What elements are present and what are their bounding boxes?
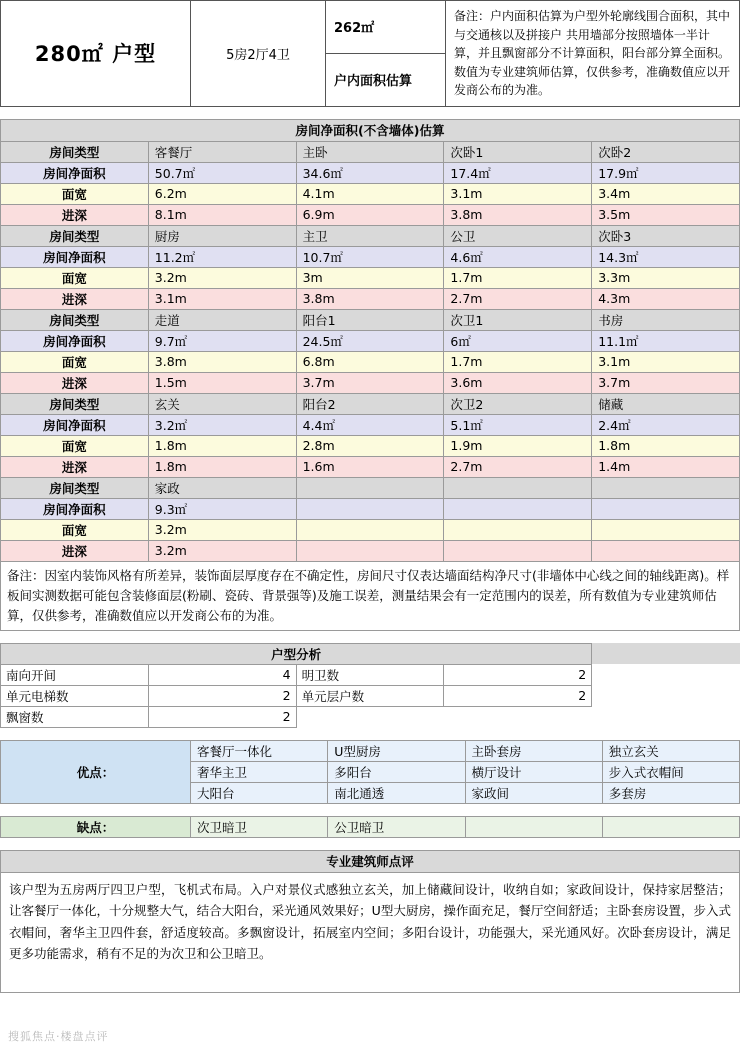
cell: 书房 bbox=[592, 309, 740, 330]
analysis-key: 南向开间 bbox=[1, 664, 149, 685]
pros-item: 多阳台 bbox=[328, 761, 465, 782]
row-label-area: 房间净面积 bbox=[1, 330, 149, 351]
analysis-key: 单元层户数 bbox=[296, 685, 444, 706]
cell: 3.2m bbox=[148, 267, 296, 288]
cell: 6.2m bbox=[148, 183, 296, 204]
cell: 8.1m bbox=[148, 204, 296, 225]
cell: 6.9m bbox=[296, 204, 444, 225]
cell: 厨房 bbox=[148, 225, 296, 246]
cell: 家政 bbox=[148, 477, 296, 498]
row-label-area: 房间净面积 bbox=[1, 246, 149, 267]
spacer-cell bbox=[592, 643, 740, 664]
cons-table bbox=[0, 816, 740, 838]
cell: 24.5㎡ bbox=[296, 330, 444, 351]
cell: 1.5m bbox=[148, 372, 296, 393]
cell: 3.3m bbox=[592, 267, 740, 288]
pros-item: 主卧套房 bbox=[465, 740, 602, 761]
pros-item: 大阳台 bbox=[191, 782, 328, 803]
cell bbox=[592, 498, 740, 519]
cell bbox=[296, 477, 444, 498]
pros-table bbox=[0, 740, 740, 804]
spacer-cell bbox=[444, 706, 592, 727]
pros-item: 奢华主卫 bbox=[191, 761, 328, 782]
analysis-title-row bbox=[1, 643, 740, 664]
cell: 次卫2 bbox=[444, 393, 592, 414]
cell bbox=[592, 519, 740, 540]
table-row bbox=[1, 664, 740, 685]
row-label-type: 房间类型 bbox=[1, 309, 149, 330]
table-row bbox=[1, 706, 740, 727]
gross-area-value: 262㎡ bbox=[326, 1, 446, 54]
analysis-table bbox=[0, 643, 740, 728]
cell: 5.1㎡ bbox=[444, 414, 592, 435]
table-row bbox=[1, 141, 740, 162]
cell: 11.1㎡ bbox=[592, 330, 740, 351]
cell: 次卫1 bbox=[444, 309, 592, 330]
row-label-type: 房间类型 bbox=[1, 477, 149, 498]
cell: 2.8m bbox=[296, 435, 444, 456]
analysis-value: 2 bbox=[444, 685, 592, 706]
spacer bbox=[0, 728, 740, 740]
row-label-width: 面宽 bbox=[1, 519, 149, 540]
table-row bbox=[1, 393, 740, 414]
pros-label: 优点： bbox=[1, 740, 191, 803]
table-row bbox=[1, 330, 740, 351]
analysis-title: 户型分析 bbox=[1, 643, 592, 664]
comment-title: 专业建筑师点评 bbox=[1, 850, 740, 872]
cons-item: 次卫暗卫 bbox=[191, 816, 328, 837]
cell: 3.1m bbox=[148, 288, 296, 309]
row-label-depth: 进深 bbox=[1, 288, 149, 309]
table-row bbox=[1, 816, 740, 837]
table-row bbox=[1, 872, 740, 992]
cell: 3.7m bbox=[592, 372, 740, 393]
cell: 1.6m bbox=[296, 456, 444, 477]
cell: 3.2m bbox=[148, 519, 296, 540]
cell: 3m bbox=[296, 267, 444, 288]
analysis-key: 明卫数 bbox=[296, 664, 444, 685]
cell: 34.6㎡ bbox=[296, 162, 444, 183]
analysis-value: 2 bbox=[148, 706, 296, 727]
row-label-type: 房间类型 bbox=[1, 393, 149, 414]
analysis-value: 2 bbox=[148, 685, 296, 706]
table-row bbox=[1, 225, 740, 246]
cell: 9.3㎡ bbox=[148, 498, 296, 519]
cell: 1.7m bbox=[444, 351, 592, 372]
comment-table bbox=[0, 850, 740, 993]
pros-item: 南北通透 bbox=[328, 782, 465, 803]
cell: 17.9㎡ bbox=[592, 162, 740, 183]
cell: 17.4㎡ bbox=[444, 162, 592, 183]
spacer bbox=[0, 838, 740, 850]
inner-area-label: 户内面积估算 bbox=[326, 53, 446, 106]
cell: 1.9m bbox=[444, 435, 592, 456]
cell: 14.3㎡ bbox=[592, 246, 740, 267]
spacer-cell bbox=[592, 664, 740, 685]
pros-item: 客餐厅一体化 bbox=[191, 740, 328, 761]
cell bbox=[296, 540, 444, 561]
row-label-type: 房间类型 bbox=[1, 225, 149, 246]
cell: 6㎡ bbox=[444, 330, 592, 351]
cell: 9.7㎡ bbox=[148, 330, 296, 351]
cell: 次卧1 bbox=[444, 141, 592, 162]
analysis-key: 飘窗数 bbox=[1, 706, 149, 727]
pros-item: 家政间 bbox=[465, 782, 602, 803]
cell: 3.6m bbox=[444, 372, 592, 393]
row-label-area: 房间净面积 bbox=[1, 162, 149, 183]
cell: 3.8m bbox=[148, 351, 296, 372]
cell: 次卧2 bbox=[592, 141, 740, 162]
pros-item: 步入式衣帽间 bbox=[602, 761, 739, 782]
watermark: 搜狐焦点·楼盘点评 bbox=[8, 1030, 109, 1043]
cell bbox=[444, 498, 592, 519]
cell bbox=[444, 519, 592, 540]
table-row bbox=[1, 204, 740, 225]
cell: 2.7m bbox=[444, 456, 592, 477]
comment-body: 该户型为五房两厅四卫户型，飞机式布局。入户对景仪式感独立玄关，加上储藏间设计，收纳自如；家政间设计，保持家居整洁；让客餐厅一体化，十分规整大气，结合大阳台，采光通风效果好；U型大厨房，操作面充足，餐厅空间舒适；主卧套房设置，步入式衣帽间，奢华主卫四件套，舒适度较高。多飘窗设计，拓展室内空间；多阳台设计，功能强大，采光通风好。次卧套房设计，满足更多功能需求，稍有不足的为次卫和公卫暗卫。 bbox=[1, 872, 740, 992]
spacer bbox=[0, 804, 740, 816]
table-row bbox=[1, 288, 740, 309]
cell: 2.7m bbox=[444, 288, 592, 309]
row-label-depth: 进深 bbox=[1, 540, 149, 561]
layout-type: 5房2厅4卫 bbox=[191, 1, 326, 107]
cell: 阳台1 bbox=[296, 309, 444, 330]
cell: 4.6㎡ bbox=[444, 246, 592, 267]
pros-item: 多套房 bbox=[602, 782, 739, 803]
table-row bbox=[1, 519, 740, 540]
cell bbox=[592, 540, 740, 561]
row-label-width: 面宽 bbox=[1, 351, 149, 372]
area-table-title: 房间净面积(不含墙体)估算 bbox=[1, 119, 740, 141]
table-row bbox=[1, 435, 740, 456]
spacer-cell bbox=[296, 706, 444, 727]
row-label-depth: 进深 bbox=[1, 204, 149, 225]
cell: 1.8m bbox=[148, 456, 296, 477]
cons-label: 缺点： bbox=[1, 816, 191, 837]
cell bbox=[592, 477, 740, 498]
cell: 走道 bbox=[148, 309, 296, 330]
cell bbox=[296, 519, 444, 540]
cell: 次卧3 bbox=[592, 225, 740, 246]
spacer-cell bbox=[592, 685, 740, 706]
cell bbox=[444, 540, 592, 561]
table-row bbox=[1, 372, 740, 393]
table-row bbox=[1, 351, 740, 372]
cell: 1.8m bbox=[592, 435, 740, 456]
area-table-note-row bbox=[1, 561, 740, 630]
cell: 3.1m bbox=[592, 351, 740, 372]
row-label-depth: 进深 bbox=[1, 372, 149, 393]
cell: 3.2㎡ bbox=[148, 414, 296, 435]
cell: 玄关 bbox=[148, 393, 296, 414]
header-table bbox=[0, 0, 740, 107]
spacer bbox=[0, 107, 740, 119]
table-row bbox=[1, 183, 740, 204]
cell: 3.4m bbox=[592, 183, 740, 204]
analysis-value: 4 bbox=[148, 664, 296, 685]
cell: 3.7m bbox=[296, 372, 444, 393]
cell: 4.1m bbox=[296, 183, 444, 204]
unit-title: 280㎡ 户型 bbox=[1, 1, 191, 107]
cell: 2.4㎡ bbox=[592, 414, 740, 435]
cell: 6.8m bbox=[296, 351, 444, 372]
pros-item: U型厨房 bbox=[328, 740, 465, 761]
cell: 11.2㎡ bbox=[148, 246, 296, 267]
cons-item bbox=[465, 816, 602, 837]
table-row bbox=[1, 267, 740, 288]
row-label-width: 面宽 bbox=[1, 435, 149, 456]
table-row bbox=[1, 162, 740, 183]
cell: 1.7m bbox=[444, 267, 592, 288]
cell: 客餐厅 bbox=[148, 141, 296, 162]
header-remark: 备注：户内面积估算为户型外轮廓线围合面积，其中与交通核以及拼接户 共用墙部分按照墙体一半计算，并且飘窗部分不计算面积，阳台部分算全面积。数值为专业建筑师估算，仅供参考，准确数值应以开发商公布的为准。 bbox=[446, 1, 740, 107]
row-label-width: 面宽 bbox=[1, 183, 149, 204]
cons-item bbox=[602, 816, 739, 837]
analysis-value: 2 bbox=[444, 664, 592, 685]
row-label-type: 房间类型 bbox=[1, 141, 149, 162]
area-table-note: 备注：因室内装饰风格有所差异，装饰面层厚度存在不确定性，房间尺寸仅表达墙面结构净尺寸(非墙体中心线之间的轴线距离)。样板间实测数据可能包含装修面层(粉刷、瓷砖、背景强等)及施工误差，测量结果会有一定范围内的误差，所有数值为专业建筑师估算，仅供参考，准确数值应以开发商公布的为准。 bbox=[1, 561, 740, 630]
row-label-depth: 进深 bbox=[1, 456, 149, 477]
cell: 3.2m bbox=[148, 540, 296, 561]
table-row bbox=[1, 309, 740, 330]
table-row bbox=[1, 540, 740, 561]
row-label-width: 面宽 bbox=[1, 267, 149, 288]
analysis-key: 单元电梯数 bbox=[1, 685, 149, 706]
cell: 阳台2 bbox=[296, 393, 444, 414]
cell: 主卧 bbox=[296, 141, 444, 162]
table-row bbox=[1, 685, 740, 706]
table-row bbox=[1, 477, 740, 498]
table-row bbox=[1, 740, 740, 761]
cell: 3.8m bbox=[296, 288, 444, 309]
table-row bbox=[1, 414, 740, 435]
cell: 10.7㎡ bbox=[296, 246, 444, 267]
room-area-table bbox=[0, 119, 740, 631]
cell: 储藏 bbox=[592, 393, 740, 414]
spacer-cell bbox=[592, 706, 740, 727]
table-row bbox=[1, 246, 740, 267]
cell: 4.4㎡ bbox=[296, 414, 444, 435]
table-row bbox=[1, 456, 740, 477]
spacer bbox=[0, 631, 740, 643]
row-label-area: 房间净面积 bbox=[1, 498, 149, 519]
cell: 1.8m bbox=[148, 435, 296, 456]
cons-item: 公卫暗卫 bbox=[328, 816, 465, 837]
table-row bbox=[1, 850, 740, 872]
table-row bbox=[1, 498, 740, 519]
row-label-area: 房间净面积 bbox=[1, 414, 149, 435]
cell: 3.5m bbox=[592, 204, 740, 225]
cell: 3.8m bbox=[444, 204, 592, 225]
pros-item: 独立玄关 bbox=[602, 740, 739, 761]
cell: 3.1m bbox=[444, 183, 592, 204]
cell: 主卫 bbox=[296, 225, 444, 246]
cell: 4.3m bbox=[592, 288, 740, 309]
pros-item: 横厅设计 bbox=[465, 761, 602, 782]
cell bbox=[444, 477, 592, 498]
cell: 1.4m bbox=[592, 456, 740, 477]
area-table-title-row bbox=[1, 119, 740, 141]
cell: 50.7㎡ bbox=[148, 162, 296, 183]
cell bbox=[296, 498, 444, 519]
cell: 公卫 bbox=[444, 225, 592, 246]
